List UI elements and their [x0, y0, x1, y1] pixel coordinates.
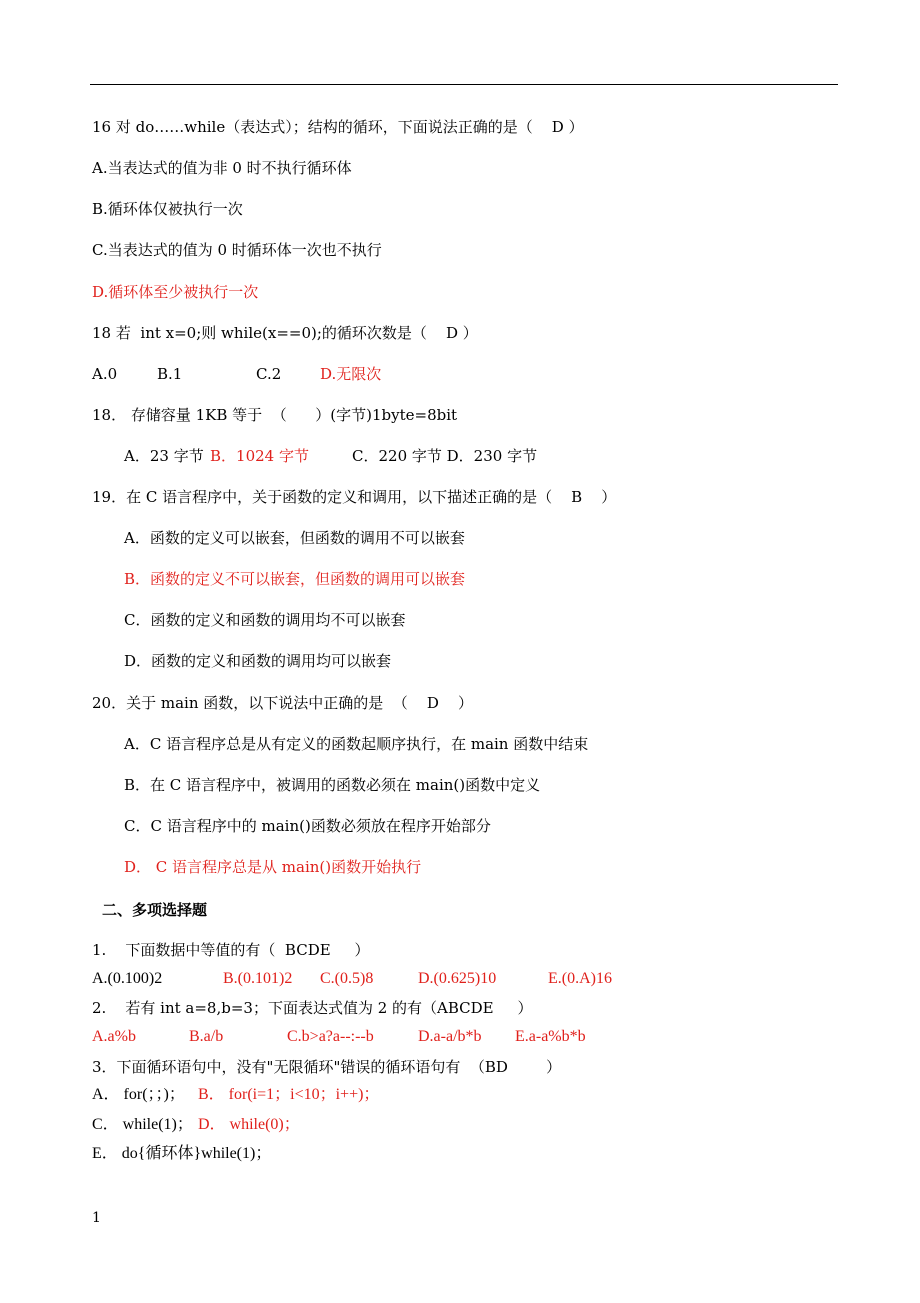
header-rule	[90, 84, 838, 85]
q19-option-c: C．函数的定义和函数的调用均不可以嵌套	[124, 611, 406, 629]
m1-option-d-answer: D.(0.625)10	[418, 970, 497, 987]
m3-option-e: E． do{循环体}while(1)；	[92, 1145, 272, 1162]
m1-option-c-answer: C.(0.5)8	[320, 970, 374, 987]
q20-option-b: B．在 C 语言程序中，被调用的函数必须在 main()函数中定义	[124, 776, 541, 794]
m2-option-c-answer: C.b>a?a--:--b	[287, 1028, 374, 1045]
m2-option-a-answer: A.a%b	[92, 1028, 136, 1045]
q20-option-a: A．C 语言程序总是从有定义的函数起顺序执行，在 main 函数中结束	[124, 735, 589, 753]
q16-option-b: B.循环体仅被执行一次	[92, 200, 243, 218]
q20-stem: 20．关于 main 函数，以下说法中正确的是 （ D ）	[92, 694, 473, 712]
m2-option-d-answer: D.a-a/b*b	[418, 1028, 482, 1045]
q18b-option-cd: C．220 字节 D．230 字节	[352, 447, 538, 465]
section-heading-multiple-choice: 二、多项选择题	[102, 901, 208, 919]
m2-stem: 2. 若有 int a=8,b=3；下面表达式值为 2 的有（ABCDE ）	[92, 999, 533, 1017]
m3-option-d-answer: D． while(0)；	[198, 1116, 300, 1133]
q18a-option-a: A.0	[92, 365, 118, 383]
q19-stem: 19．在 C 语言程序中，关于函数的定义和调用，以下描述正确的是（ B ）	[92, 488, 617, 506]
q18b-stem: 18． 存储容量 1KB 等于 （ ）(字节)1byte=8bit	[92, 406, 458, 424]
q19-option-b-answer: B．函数的定义不可以嵌套，但函数的调用可以嵌套	[124, 570, 466, 588]
q16-option-a: A.当表达式的值为非 0 时不执行循环体	[92, 159, 352, 177]
m1-option-b-answer: B.(0.101)2	[223, 970, 293, 987]
q18b-option-b-answer: B．1024 字节	[210, 447, 309, 465]
page-number: 1	[92, 1210, 101, 1226]
m3-option-c: C． while(1)；	[92, 1116, 193, 1133]
m1-option-e-answer: E.(0.A)16	[548, 970, 612, 987]
q18a-option-b: B.1	[157, 365, 183, 383]
q18a-option-c: C.2	[256, 365, 282, 383]
q16-stem: 16 对 do……while（表达式）；结构的循环，下面说法正确的是（ D ）	[92, 118, 584, 136]
q18a-stem: 18 若 int x=0;则 while(x==0);的循环次数是（ D ）	[92, 324, 478, 342]
m2-option-e-answer: E.a-a%b*b	[515, 1028, 586, 1045]
q20-option-c: C．C 语言程序中的 main()函数必须放在程序开始部分	[124, 817, 491, 835]
m3-stem: 3．下面循环语句中，没有"无限循环"错误的循环语句有 （BD ）	[92, 1058, 562, 1076]
q16-option-d-answer: D.循环体至少被执行一次	[92, 283, 259, 301]
m1-stem: 1. 下面数据中等值的有（ BCDE ）	[92, 941, 370, 959]
q19-option-d: D．函数的定义和函数的调用均可以嵌套	[124, 652, 392, 670]
m1-option-a: A.(0.100)2	[92, 970, 163, 987]
q18a-option-d-answer: D.无限次	[320, 365, 382, 383]
m2-option-b-answer: B.a/b	[189, 1028, 224, 1045]
q20-option-d-answer: D． C 语言程序总是从 main()函数开始执行	[124, 858, 422, 876]
m3-option-b-answer: B． for(i=1；i<10；i++)；	[198, 1086, 380, 1103]
q16-option-c: C.当表达式的值为 0 时循环体一次也不执行	[92, 241, 382, 259]
m3-option-a: A． for(；；)；	[92, 1086, 185, 1103]
q18b-option-a: A．23 字节	[124, 447, 204, 465]
q19-option-a: A．函数的定义可以嵌套，但函数的调用不可以嵌套	[124, 529, 465, 547]
